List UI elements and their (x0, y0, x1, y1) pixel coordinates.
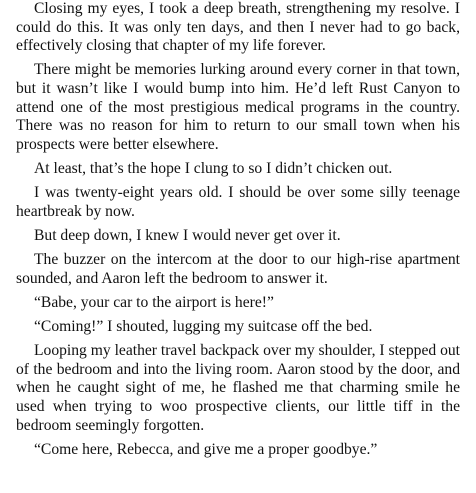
paragraph-9: Looping my leather travel backpack over my shoulder, I stepped out of the bedroom and into the living room. Aaron stood by the door, and when he caught sight of me, he flashed me that charming smile he used when trying to woo prospective clients, our little tiff in the bedroom seemingly forgotten. (16, 342, 460, 434)
paragraph-2: There might be memories lurking around every corner in that town, but it wasn’t like I would bump into him. He’d left Rust Canyon to attend one of the most prestigious medical programs in the country. There was no reason for him to return to our small town when his prospects were better elsewhere. (16, 61, 460, 153)
paragraph-5: But deep down, I knew I would never get over it. (34, 226, 341, 244)
paragraph-3: At least, that’s the hope I clung to so I didn’t chicken out. (34, 159, 393, 177)
paragraph-8: “Coming!” I shouted, lugging my suitcase off the bed. (34, 318, 373, 336)
paragraph-6: The buzzer on the intercom at the door to our high-rise apartment sounded, and Aaron left the bedroom to answer it. (16, 251, 460, 287)
paragraph-1: Closing my eyes, I took a deep breath, strengthening my resolve. I could do this. It was only ten days, and then I never had to go back, effectively closing that chapter of my life forever. (16, 0, 460, 55)
book-page-text (16, 0, 460, 465)
paragraph-4: I was twenty-eight years old. I should be over some silly teenage heartbreak by now. (16, 184, 460, 220)
paragraph-10: “Come here, Rebecca, and give me a proper goodbye.” (34, 440, 378, 458)
paragraph-7: “Babe, your car to the airport is here!” (34, 293, 274, 311)
